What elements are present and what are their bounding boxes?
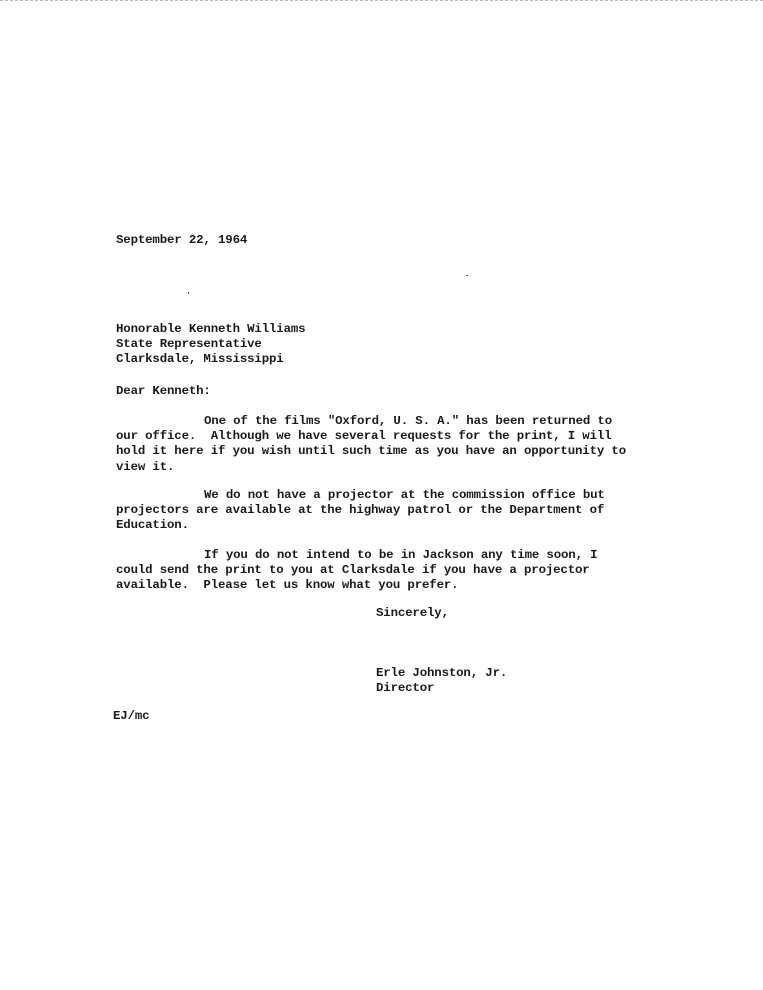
paragraph-line: view it. (116, 459, 175, 474)
body-paragraph-1 (116, 414, 656, 475)
recipient-name: Honorable Kenneth Williams (116, 322, 306, 336)
paragraph-line: available. Please let us know what you prefer. (116, 578, 459, 593)
salutation-text: Dear Kenneth: (116, 384, 211, 398)
body-paragraph-3 (116, 548, 656, 594)
salutation (116, 384, 211, 399)
paragraph-line: hold it here if you wish until such time as you have an opportunity to (116, 444, 626, 459)
paragraph-line: If you do not intend to be in Jackson any time soon, I (204, 548, 598, 562)
closing (376, 606, 449, 621)
paragraph-line: One of the films "Oxford, U. S. A." has been returned to (204, 414, 612, 428)
recipient-title: State Representative (116, 337, 262, 352)
paper-speck (466, 275, 468, 276)
recipient-location: Clarksdale, Mississippi (116, 352, 284, 367)
paragraph-line: Education. (116, 518, 189, 533)
initials-text: EJ/mc (113, 709, 150, 723)
recipient-address (116, 322, 305, 368)
closing-text: Sincerely, (376, 606, 449, 620)
signer-title: Director (376, 681, 435, 696)
paragraph-line: could send the print to you at Clarksdale if you have a projector (116, 563, 590, 578)
date-text: September 22, 1964 (116, 233, 248, 247)
body-paragraph-2 (116, 488, 656, 534)
signer-name: Erle Johnston, Jr. (376, 666, 508, 680)
paragraph-line: We do not have a projector at the commission office but (204, 488, 605, 502)
letter-date (116, 233, 247, 248)
typist-initials (113, 709, 149, 724)
page-top-edge (0, 0, 763, 1)
paper-speck (188, 292, 189, 294)
paragraph-line: projectors are available at the highway patrol or the Department of (116, 503, 605, 518)
paragraph-line: our office. Although we have several requests for the print, I will (116, 429, 612, 444)
signature-block (376, 666, 507, 696)
